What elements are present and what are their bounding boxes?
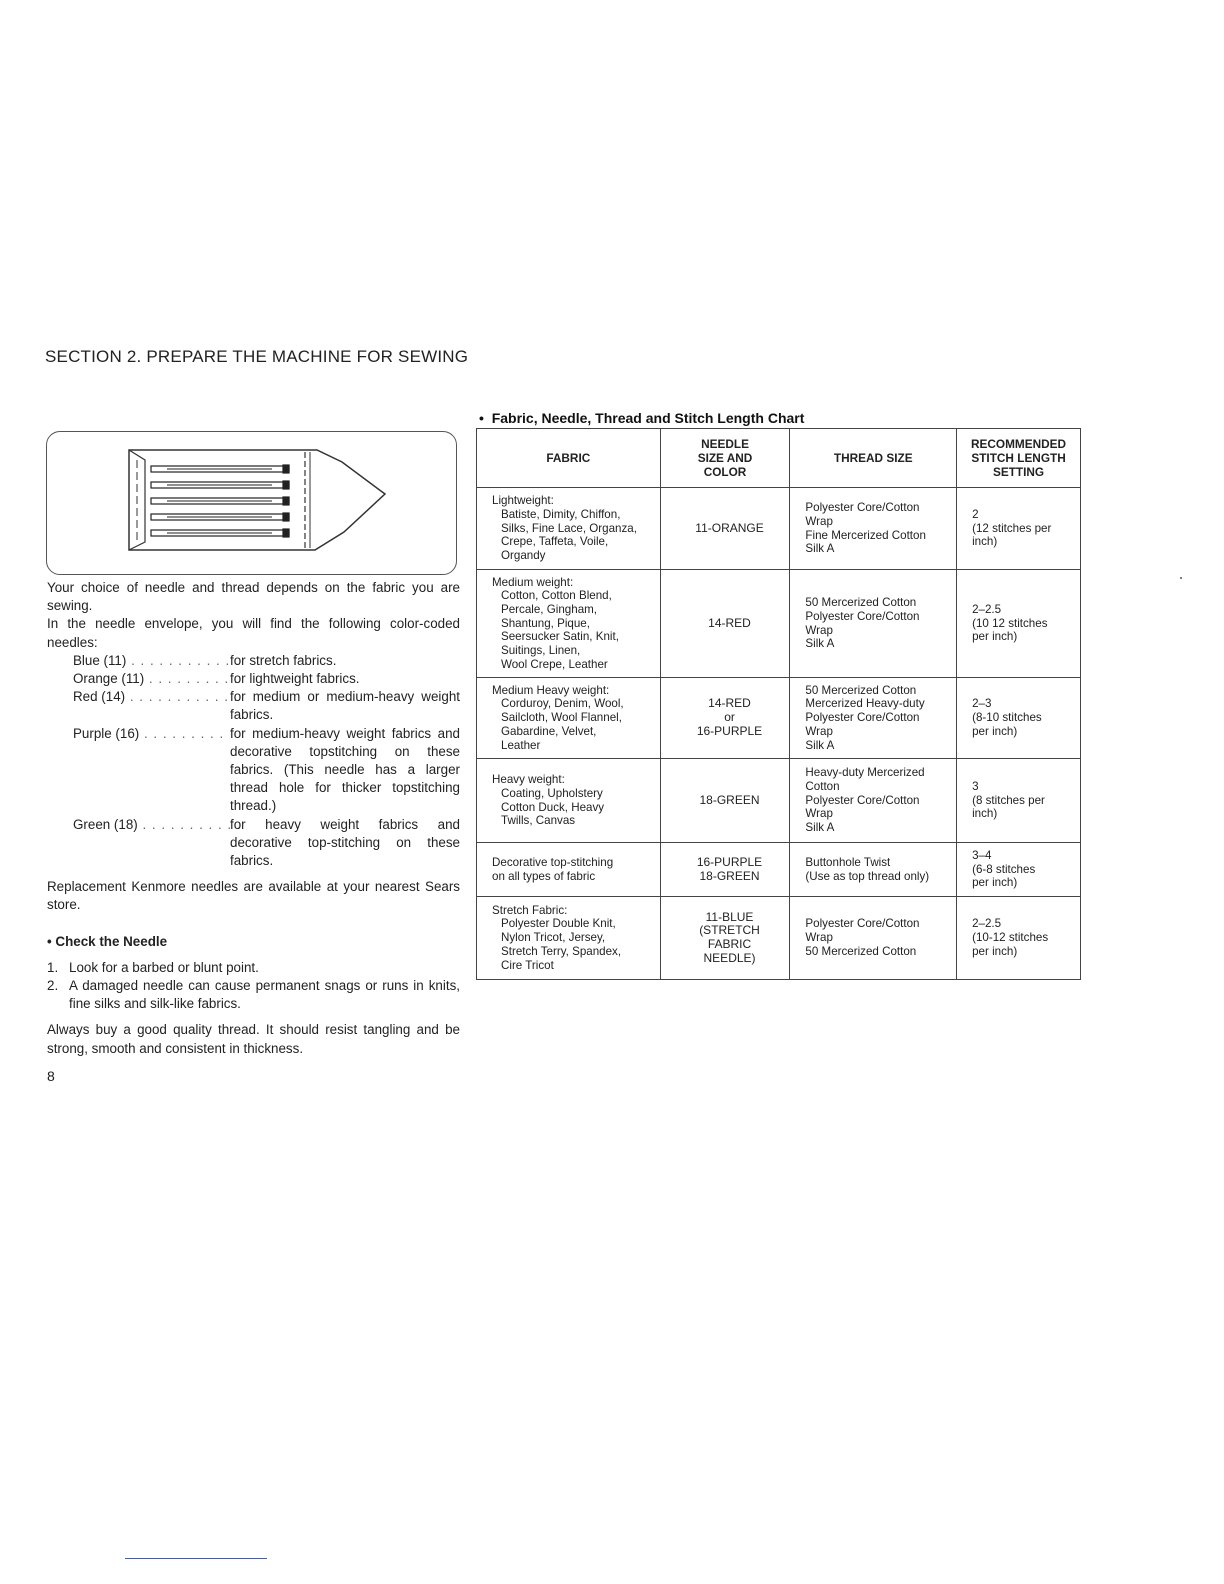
- fabric-cell: [477, 843, 661, 897]
- thread-cell: 50 Mercerized Cotton Polyester Core/Cotton Wrap Silk A: [790, 570, 957, 678]
- needle-list-item: [47, 816, 460, 871]
- needle-cell: 14-RED: [660, 570, 790, 678]
- leader-dots: . . . . . . . . .: [139, 725, 225, 741]
- footer-rule: [125, 1558, 267, 1559]
- needle-cell: 16-PURPLE 18-GREEN: [660, 843, 790, 897]
- thread-cell: Buttonhole Twist (Use as top thread only): [790, 843, 957, 897]
- fabric-cell: [477, 570, 661, 678]
- check-list-item: [47, 959, 460, 977]
- needle-list-item: [47, 725, 460, 816]
- column-header-stitch: RECOMMENDED STITCH LENGTH SETTING: [957, 429, 1081, 488]
- needle-list-item: [47, 652, 460, 670]
- table-row: [477, 897, 1081, 980]
- needle-label: Orange (11): [73, 671, 145, 687]
- check-list-text: Look for a barbed or blunt point.: [69, 959, 259, 975]
- needle-description: for stretch fabrics.: [230, 652, 337, 668]
- chart-header-row: [477, 429, 1081, 488]
- intro-paragraph-2: In the needle envelope, you will find the following color-coded needles:: [47, 616, 460, 650]
- needle-envelope-figure: [46, 431, 457, 575]
- thread-cell: Polyester Core/Cotton Wrap Fine Mercerized Cotton Silk A: [790, 488, 957, 570]
- column-header-thread: THREAD SIZE: [790, 429, 957, 488]
- stitch-cell: 2–2.5 (10 12 stitches per inch): [957, 570, 1081, 678]
- fabric-cell: [477, 678, 661, 759]
- leader-dots: . . . . . . . . . . . .: [126, 652, 240, 668]
- table-row: [477, 678, 1081, 759]
- stitch-cell: 3–4 (6-8 stitches per inch): [957, 843, 1081, 897]
- check-list-text: A damaged needle can cause permanent snags or runs in knits, fine silks and silk-like fabrics.: [69, 978, 460, 1012]
- check-needle-heading-text: Check the Needle: [55, 933, 168, 949]
- fabric-list: Corduroy, Denim, Wool, Sailcloth, Wool Flannel, Gabardine, Velvet, Leather: [501, 697, 624, 752]
- needle-description: for lightweight fabrics.: [230, 671, 360, 687]
- chart-title: Fabric, Needle, Thread and Stitch Length Chart: [491, 410, 805, 426]
- needle-envelope-illustration: [47, 432, 455, 573]
- fabric-list: Batiste, Dimity, Chiffon, Silks, Fine Lace, Organza, Crepe, Taffeta, Voile, Organdy: [501, 507, 637, 563]
- left-column-text: [47, 579, 460, 1058]
- table-row: [477, 843, 1081, 897]
- needle-label: Red (14): [73, 689, 126, 705]
- leader-dots: . . . . . . . . . .: [144, 671, 239, 687]
- thread-cell: 50 Mercerized Cotton Mercerized Heavy-duty Polyester Core/Cotton Wrap Silk A: [790, 678, 957, 759]
- needle-description: for medium-heavy weight fabrics and decorative topstitching on these fabrics. (This needle has a larger thread hole for thicker topstitching thread.): [230, 725, 460, 814]
- scan-speck: [1180, 577, 1182, 579]
- thread-quality-note: Always buy a good quality thread. It should resist tangling and be strong, smooth and consistent in thickness.: [47, 1022, 460, 1056]
- fabric-type: Decorative top-stitching on all types of fabric: [492, 855, 614, 883]
- thread-cell: Heavy-duty Mercerized Cotton Polyester Core/Cotton Wrap Silk A: [790, 759, 957, 843]
- leader-dots: . . . . . . . . . . .: [137, 816, 242, 832]
- intro-paragraph-1: Your choice of needle and thread depends on the fabric you are sewing.: [47, 580, 460, 614]
- fabric-list: Coating, Upholstery Cotton Duck, Heavy Twills, Canvas: [501, 786, 605, 828]
- table-row: [477, 759, 1081, 843]
- check-needle-heading: • Check the Needle: [47, 933, 168, 949]
- needle-cell: 14-RED or 16-PURPLE: [660, 678, 790, 759]
- fabric-cell: [477, 897, 661, 980]
- check-list-number: 1.: [47, 959, 59, 975]
- column-header-fabric: FABRIC: [477, 429, 661, 488]
- chart-heading: • Fabric, Needle, Thread and Stitch Length Chart: [479, 410, 805, 426]
- thread-cell: Polyester Core/Cotton Wrap 50 Mercerized Cotton: [790, 897, 957, 980]
- leader-dots: . . . . . . . . . . . .: [125, 689, 239, 705]
- needle-description: for medium or medium-heavy weight fabrics.: [230, 689, 460, 723]
- fabric-type: Heavy weight:: [492, 773, 565, 787]
- needle-list-item: [47, 670, 460, 688]
- needle-description: for heavy weight fabrics and decorative top-stitching on these fabrics.: [230, 816, 460, 869]
- needle-color-list: [47, 652, 460, 870]
- column-header-needle: NEEDLE SIZE AND COLOR: [660, 429, 790, 488]
- needle-label: Green (18): [73, 816, 138, 832]
- needle-cell: 11-BLUE (STRETCH FABRIC NEEDLE): [660, 897, 790, 980]
- fabric-type: Stretch Fabric:: [492, 903, 568, 917]
- fabric-cell: [477, 759, 661, 843]
- check-list-item: [47, 977, 460, 1013]
- stitch-cell: 2–3 (8-10 stitches per inch): [957, 678, 1081, 759]
- table-row: [477, 570, 1081, 678]
- needle-label: Blue (11): [73, 652, 127, 668]
- needle-label: Purple (16): [73, 725, 140, 741]
- fabric-needle-thread-chart: [476, 428, 1081, 980]
- fabric-list: Polyester Double Knit, Nylon Tricot, Jersey, Stretch Terry, Spandex, Cire Tricot: [501, 917, 622, 972]
- table-row: [477, 488, 1081, 570]
- needle-cell: 18-GREEN: [660, 759, 790, 843]
- needle-cell: 11-ORANGE: [660, 488, 790, 570]
- fabric-type: Medium Heavy weight:: [492, 683, 610, 697]
- page-number: 8: [47, 1068, 55, 1084]
- needle-list-item: [47, 688, 460, 724]
- stitch-cell: 2–2.5 (10-12 stitches per inch): [957, 897, 1081, 980]
- fabric-cell: [477, 488, 661, 570]
- fabric-type: Medium weight:: [492, 575, 574, 589]
- check-list-number: 2.: [47, 978, 59, 994]
- fabric-list: Cotton, Cotton Blend, Percale, Gingham, Shantung, Pique, Seersucker Satin, Knit, Suitings, Linen, Wool Crepe, Leather: [501, 589, 619, 671]
- stitch-cell: 3 (8 stitches per inch): [957, 759, 1081, 843]
- replacement-note: Replacement Kenmore needles are available at your nearest Sears store.: [47, 879, 460, 913]
- fabric-type: Lightweight:: [492, 494, 554, 508]
- stitch-cell: 2 (12 stitches per inch): [957, 488, 1081, 570]
- section-title: SECTION 2. PREPARE THE MACHINE FOR SEWING: [45, 347, 469, 366]
